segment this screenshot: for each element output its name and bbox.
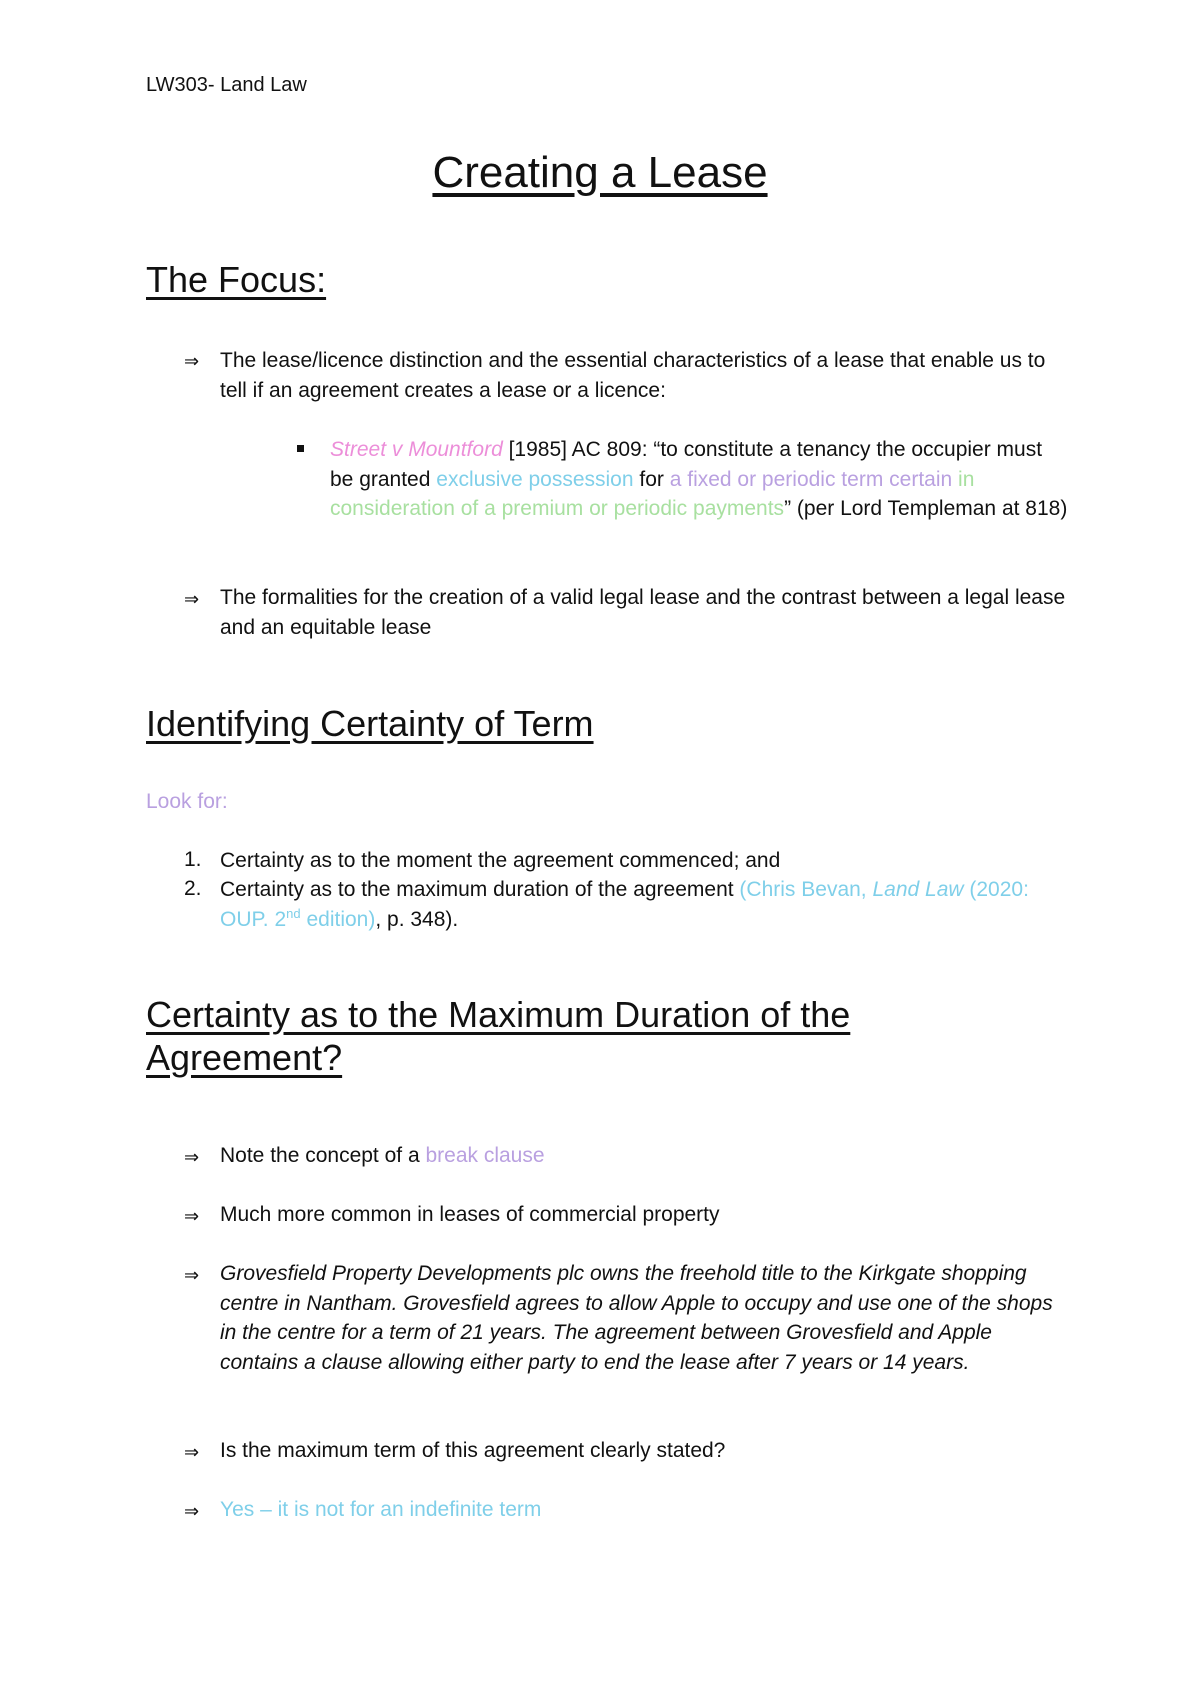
exclusive-possession-highlight: exclusive possession	[436, 467, 634, 491]
certainty-item-1: Certainty as to the moment the agreement commenced; and	[220, 849, 781, 872]
course-header: LW303- Land Law	[146, 74, 307, 96]
arrow-icon: ⇒	[184, 1147, 200, 1167]
arrow-icon: ⇒	[184, 1206, 200, 1226]
arrow-icon: ⇒	[184, 1501, 200, 1521]
ref-page: , p. 348).	[375, 907, 459, 931]
arrow-icon: ⇒	[184, 1442, 200, 1462]
list-number: 1.	[184, 848, 202, 871]
break-clause-text: Note the concept of a	[220, 1144, 426, 1167]
quote-tail: ” (per Lord Templeman at 818)	[784, 497, 1068, 520]
focus-heading: The Focus:	[146, 259, 327, 300]
max-duration-heading: Certainty as to the Maximum Duration of the Agreement?	[146, 994, 851, 1078]
page-title: Creating a Lease	[432, 148, 768, 197]
break-clause-bullet	[220, 1141, 1070, 1171]
break-clause-highlight: break clause	[425, 1144, 545, 1167]
arrow-icon: ⇒	[184, 1265, 200, 1285]
arrow-icon: ⇒	[184, 351, 200, 371]
fixed-term-highlight: a fixed or periodic term certain	[669, 467, 953, 491]
focus-bullet-1: The lease/licence distinction and the essential characteristics of a lease that enable us to tell if an agreement creates a lease or a licence:	[220, 349, 1046, 402]
commercial-property-bullet: Much more common in leases of commercial property	[220, 1203, 720, 1226]
certainty-term-heading: Identifying Certainty of Term	[146, 703, 594, 744]
ref-edition: (2020: OUP. 2	[220, 878, 1029, 931]
ref-book-title: Land Law	[872, 878, 964, 901]
case-citation: [1985] AC 809: “to constitute a tenancy the occupier must be granted	[330, 438, 1043, 491]
maximum-term-question: Is the maximum term of this agreement clearly stated?	[220, 1439, 726, 1462]
case-name: Street v Mountford	[330, 438, 503, 461]
certainty-item-2	[220, 875, 1070, 934]
quote-for: for	[633, 467, 670, 491]
focus-bullet-2: The formalities for the creation of a valid legal lease and the contrast between a legal lease and an equitable lease	[220, 586, 1066, 639]
consideration-highlight: in consideration of a premium or periodic payments	[330, 467, 975, 520]
item-2-text: Certainty as to the maximum duration of the agreement	[220, 878, 740, 901]
arrow-icon: ⇒	[184, 589, 200, 609]
ref-open: (Chris Bevan,	[739, 878, 873, 901]
list-number: 2.	[184, 877, 202, 900]
answer-bullet: Yes – it is not for an indefinite term	[220, 1498, 542, 1521]
look-for-label: Look for:	[146, 790, 228, 813]
grovesfield-scenario: Grovesfield Property Developments plc owns the freehold title to the Kirkgate shopping centre in Nantham. Grovesfield agrees to allow Apple to occupy and use one of the shops in the centre for a term of 21 years. The agreement between Grovesfield and Apple contains a clause allowing either party to end the lease after 7 years or 14 years.	[220, 1262, 1053, 1374]
ref-superscript: nd	[286, 905, 301, 921]
street-v-mountford-quote	[330, 435, 1070, 524]
ref-close: edition)	[300, 907, 376, 931]
square-bullet-icon	[297, 445, 304, 452]
